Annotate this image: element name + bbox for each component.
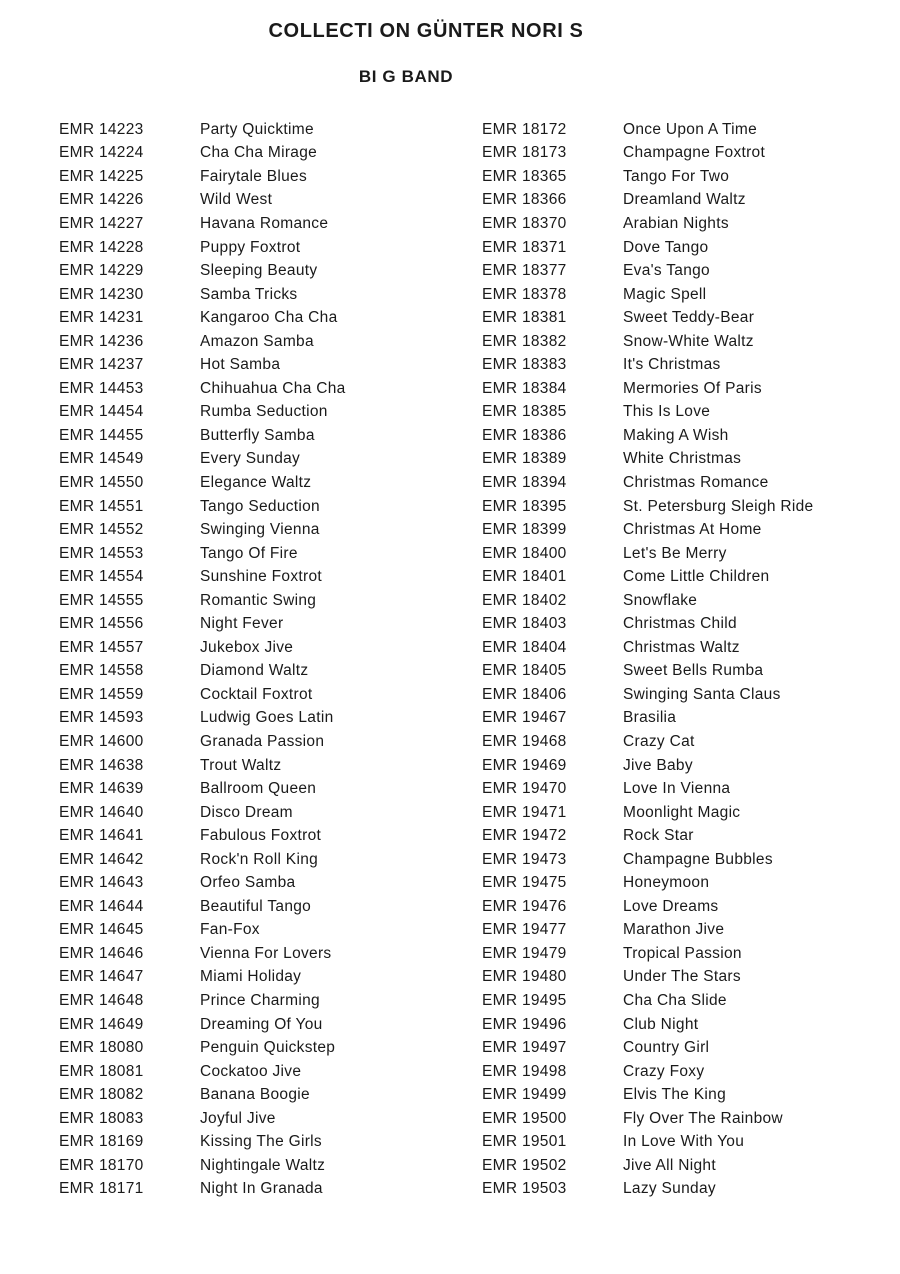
catalog-title: Chihuahua Cha Cha xyxy=(200,379,346,397)
catalog-code: EMR 14640 xyxy=(59,803,144,821)
catalog-code: EMR 14593 xyxy=(59,709,144,727)
catalog-title: It's Christmas xyxy=(623,356,721,374)
catalog-title: Crazy Foxy xyxy=(623,1062,705,1080)
catalog-row xyxy=(482,683,900,707)
catalog-code: EMR 14646 xyxy=(59,944,144,962)
catalog-title: Sunshine Foxtrot xyxy=(200,568,322,586)
catalog-title: Night Fever xyxy=(200,615,284,633)
catalog-title: Granada Passion xyxy=(200,732,325,750)
catalog-code: EMR 14558 xyxy=(59,662,144,680)
catalog-row xyxy=(482,495,900,519)
catalog-code: EMR 14229 xyxy=(59,262,144,280)
catalog-code: EMR 14231 xyxy=(59,309,144,327)
catalog-row xyxy=(482,801,900,825)
catalog-row xyxy=(59,1107,479,1131)
catalog-code: EMR 14552 xyxy=(59,521,144,539)
catalog-row xyxy=(482,283,900,307)
catalog-row xyxy=(59,966,479,990)
catalog-code: EMR 18383 xyxy=(482,356,567,374)
catalog-title: Once Upon A Time xyxy=(623,120,758,138)
catalog-title: Sweet Bells Rumba xyxy=(623,662,764,680)
catalog-title: Every Sunday xyxy=(200,450,301,468)
catalog-title: Orfeo Samba xyxy=(200,874,296,892)
catalog-code: EMR 14549 xyxy=(59,450,144,468)
catalog-code: EMR 14551 xyxy=(59,497,144,515)
catalog-row xyxy=(59,424,479,448)
catalog-row xyxy=(482,612,900,636)
catalog-title: Puppy Foxtrot xyxy=(200,238,301,256)
catalog-code: EMR 18169 xyxy=(59,1133,144,1151)
catalog-row xyxy=(482,165,900,189)
catalog-row xyxy=(482,848,900,872)
catalog-title: Club Night xyxy=(623,1015,699,1033)
catalog-title: Tropical Passion xyxy=(623,944,742,962)
catalog-code: EMR 18371 xyxy=(482,238,567,256)
catalog-code: EMR 14237 xyxy=(59,356,144,374)
catalog-title: Magic Spell xyxy=(623,285,707,303)
catalog-title: Penguin Quickstep xyxy=(200,1039,336,1057)
catalog-row xyxy=(482,212,900,236)
catalog-row xyxy=(482,448,900,472)
catalog-row xyxy=(482,1083,900,1107)
catalog-row xyxy=(59,259,479,283)
catalog-code: EMR 14557 xyxy=(59,638,144,656)
catalog-row xyxy=(482,1178,900,1202)
catalog-title: Under The Stars xyxy=(623,968,741,986)
catalog-code: EMR 18366 xyxy=(482,191,567,209)
catalog-code: EMR 14648 xyxy=(59,992,144,1009)
catalog-row xyxy=(482,1036,900,1060)
catalog-row xyxy=(482,754,900,778)
catalog-row xyxy=(482,259,900,283)
catalog-row xyxy=(59,236,479,260)
catalog-row xyxy=(59,212,479,236)
catalog-code: EMR 18082 xyxy=(59,1086,144,1104)
catalog-title: Wild West xyxy=(200,191,273,209)
catalog-row xyxy=(482,730,900,754)
catalog-title: Butterfly Samba xyxy=(200,426,315,444)
catalog-code: EMR 18389 xyxy=(482,450,567,468)
page-subtitle: BI G BAND xyxy=(358,67,454,86)
catalog-row xyxy=(482,1154,900,1178)
catalog-row xyxy=(59,730,479,754)
catalog-code: EMR 18399 xyxy=(482,521,567,539)
catalog-title: Fabulous Foxtrot xyxy=(200,827,322,845)
catalog-row xyxy=(482,919,900,943)
catalog-code: EMR 19497 xyxy=(482,1039,567,1057)
catalog-title: Moonlight Magic xyxy=(623,803,741,821)
catalog-row xyxy=(59,283,479,307)
catalog-row xyxy=(59,683,479,707)
catalog-code: EMR 14224 xyxy=(59,144,144,162)
catalog-code: EMR 14642 xyxy=(59,850,144,868)
catalog-row xyxy=(482,872,900,896)
catalog-row xyxy=(59,495,479,519)
catalog-title: Mermories Of Paris xyxy=(623,379,762,397)
catalog-row xyxy=(59,142,479,166)
catalog-row xyxy=(59,801,479,825)
catalog-code: EMR 14223 xyxy=(59,120,144,138)
catalog-row xyxy=(59,1154,479,1178)
catalog-code: EMR 18365 xyxy=(482,167,567,185)
catalog-title: Love In Vienna xyxy=(623,780,731,798)
catalog-row xyxy=(59,401,479,425)
catalog-row xyxy=(482,589,900,613)
catalog-title: Cocktail Foxtrot xyxy=(200,685,313,703)
catalog-title: Ludwig Goes Latin xyxy=(200,709,334,727)
catalog-title: Samba Tricks xyxy=(200,285,298,303)
catalog-row xyxy=(482,330,900,354)
catalog-code: EMR 18384 xyxy=(482,379,567,397)
catalog-code: EMR 18406 xyxy=(482,685,567,703)
catalog-row xyxy=(59,448,479,472)
catalog-row xyxy=(482,1107,900,1131)
catalog-code: EMR 18403 xyxy=(482,615,567,633)
catalog-code: EMR 18170 xyxy=(59,1156,144,1174)
catalog-code: EMR 14600 xyxy=(59,732,144,750)
catalog-row xyxy=(482,895,900,919)
catalog-title: Elegance Waltz xyxy=(200,473,312,491)
catalog-code: EMR 19471 xyxy=(482,803,567,821)
catalog-row xyxy=(482,542,900,566)
catalog-row xyxy=(59,1131,479,1155)
catalog-row xyxy=(482,189,900,213)
catalog-code: EMR 18404 xyxy=(482,638,567,656)
catalog-code: EMR 19470 xyxy=(482,780,567,798)
catalog-title: Havana Romance xyxy=(200,214,329,232)
catalog-row xyxy=(482,518,900,542)
catalog-row xyxy=(482,236,900,260)
catalog-title: Fairytale Blues xyxy=(200,167,308,185)
catalog-code: EMR 14227 xyxy=(59,214,144,232)
catalog-title: Eva's Tango xyxy=(623,262,710,280)
catalog-code: EMR 19501 xyxy=(482,1133,567,1151)
catalog-code: EMR 14556 xyxy=(59,615,144,633)
catalog-row xyxy=(482,353,900,377)
catalog-title: Champagne Foxtrot xyxy=(623,144,766,162)
catalog-code: EMR 18378 xyxy=(482,285,567,303)
catalog-title: Amazon Samba xyxy=(200,332,314,350)
catalog-row xyxy=(482,424,900,448)
catalog-title: Hot Samba xyxy=(200,356,281,374)
catalog-row xyxy=(59,1036,479,1060)
catalog-row xyxy=(59,471,479,495)
catalog-title: Tango For Two xyxy=(623,167,730,185)
catalog-row xyxy=(59,189,479,213)
catalog-title: Trout Waltz xyxy=(200,756,282,774)
catalog-code: EMR 19467 xyxy=(482,709,567,727)
catalog-title: Elvis The King xyxy=(623,1086,726,1104)
catalog-row xyxy=(59,377,479,401)
catalog-title: Rock'n Roll King xyxy=(200,850,319,868)
catalog-row xyxy=(59,824,479,848)
catalog-code: EMR 14649 xyxy=(59,1015,144,1033)
catalog-title: Kangaroo Cha Cha xyxy=(200,309,338,327)
catalog-code: EMR 18394 xyxy=(482,473,567,491)
catalog-row xyxy=(59,754,479,778)
catalog-code: EMR 14643 xyxy=(59,874,144,892)
catalog-row xyxy=(59,1060,479,1084)
catalog-row xyxy=(482,142,900,166)
catalog-row xyxy=(59,848,479,872)
catalog-title: Fly Over The Rainbow xyxy=(623,1109,783,1127)
catalog-code: EMR 19500 xyxy=(482,1109,567,1127)
catalog-code: EMR 18402 xyxy=(482,591,567,609)
catalog-code: EMR 14645 xyxy=(59,921,144,939)
catalog-row xyxy=(59,707,479,731)
catalog-row xyxy=(482,377,900,401)
catalog-code: EMR 18405 xyxy=(482,662,567,680)
catalog-column-left xyxy=(59,118,479,1201)
catalog-title: Honeymoon xyxy=(623,874,710,892)
catalog-row xyxy=(482,1131,900,1155)
catalog-title: Christmas Waltz xyxy=(623,638,740,656)
catalog-code: EMR 14228 xyxy=(59,238,144,256)
catalog-code: EMR 18172 xyxy=(482,120,567,138)
catalog-title: Cha Cha Slide xyxy=(623,992,727,1009)
catalog-code: EMR 18382 xyxy=(482,332,567,350)
catalog-title: Tango Seduction xyxy=(200,497,320,515)
catalog-row xyxy=(59,306,479,330)
catalog-row xyxy=(482,565,900,589)
catalog-title: Night In Granada xyxy=(200,1180,323,1198)
catalog-title: Diamond Waltz xyxy=(200,662,309,680)
catalog-row xyxy=(59,1178,479,1202)
catalog-row xyxy=(59,612,479,636)
catalog-row xyxy=(482,471,900,495)
catalog-row xyxy=(59,565,479,589)
catalog-title: Come Little Children xyxy=(623,568,770,586)
catalog-row xyxy=(59,895,479,919)
catalog-code: EMR 19503 xyxy=(482,1180,567,1198)
catalog-code: EMR 14647 xyxy=(59,968,144,986)
catalog-code: EMR 18081 xyxy=(59,1062,144,1080)
catalog-row xyxy=(59,118,479,142)
catalog-row xyxy=(59,919,479,943)
catalog-title: Love Dreams xyxy=(623,897,719,915)
catalog-row xyxy=(59,1083,479,1107)
catalog-title: Miami Holiday xyxy=(200,968,302,986)
catalog-title: Ballroom Queen xyxy=(200,780,317,798)
catalog-title: Let's Be Merry xyxy=(623,544,727,562)
catalog-title: Joyful Jive xyxy=(200,1109,276,1127)
catalog-title: Christmas Romance xyxy=(623,473,769,491)
catalog-title: Marathon Jive xyxy=(623,921,725,939)
catalog-title: Cha Cha Mirage xyxy=(200,144,318,162)
catalog-code: EMR 18173 xyxy=(482,144,567,162)
catalog-code: EMR 19473 xyxy=(482,850,567,868)
catalog-title: Jive Baby xyxy=(623,756,693,774)
catalog-title: Romantic Swing xyxy=(200,591,317,609)
catalog-code: EMR 18171 xyxy=(59,1180,144,1198)
catalog-title: Crazy Cat xyxy=(623,732,695,750)
catalog-title: Jukebox Jive xyxy=(200,638,294,656)
catalog-row xyxy=(59,165,479,189)
catalog-row xyxy=(482,942,900,966)
catalog-row xyxy=(482,966,900,990)
catalog-code: EMR 18083 xyxy=(59,1109,144,1127)
catalog-title: Lazy Sunday xyxy=(623,1180,716,1198)
catalog-row xyxy=(482,824,900,848)
catalog-row xyxy=(482,660,900,684)
catalog-code: EMR 14638 xyxy=(59,756,144,774)
catalog-title: Making A Wish xyxy=(623,426,729,444)
catalog-row xyxy=(59,989,479,1013)
catalog-title: Snowflake xyxy=(623,591,698,609)
catalog-code: EMR 14454 xyxy=(59,403,144,421)
catalog-title: Christmas Child xyxy=(623,615,737,633)
catalog-row xyxy=(482,306,900,330)
catalog-code: EMR 14555 xyxy=(59,591,144,609)
catalog-row xyxy=(59,660,479,684)
catalog-title: Sleeping Beauty xyxy=(200,262,318,280)
catalog-title: Prince Charming xyxy=(200,992,320,1009)
catalog-title: Fan-Fox xyxy=(200,921,260,939)
catalog-title: Beautiful Tango xyxy=(200,897,312,915)
catalog-code: EMR 19480 xyxy=(482,968,567,986)
catalog-code: EMR 14236 xyxy=(59,332,144,350)
catalog-title: White Christmas xyxy=(623,450,742,468)
catalog-row xyxy=(482,989,900,1013)
catalog-title: Snow-White Waltz xyxy=(623,332,754,350)
catalog-row xyxy=(482,1013,900,1037)
catalog-code: EMR 19496 xyxy=(482,1015,567,1033)
catalog-code: EMR 18377 xyxy=(482,262,567,280)
catalog-title: Dove Tango xyxy=(623,238,709,256)
catalog-title: Dreaming Of You xyxy=(200,1015,323,1033)
catalog-row xyxy=(59,518,479,542)
catalog-code: EMR 19477 xyxy=(482,921,567,939)
catalog-code: EMR 14550 xyxy=(59,473,144,491)
catalog-code: EMR 14453 xyxy=(59,379,144,397)
catalog-row xyxy=(59,1013,479,1037)
catalog-title: Sweet Teddy-Bear xyxy=(623,309,755,327)
catalog-title: Jive All Night xyxy=(623,1156,716,1174)
catalog-title: In Love With You xyxy=(623,1133,745,1151)
catalog-row xyxy=(59,589,479,613)
catalog-row xyxy=(59,636,479,660)
catalog-title: Nightingale Waltz xyxy=(200,1156,326,1174)
catalog-code: EMR 14553 xyxy=(59,544,144,562)
catalog-title: Party Quicktime xyxy=(200,120,314,138)
catalog-code: EMR 14230 xyxy=(59,285,144,303)
catalog-code: EMR 19479 xyxy=(482,944,567,962)
catalog-title: Vienna For Lovers xyxy=(200,944,332,962)
catalog-title: Banana Boogie xyxy=(200,1086,310,1104)
catalog-code: EMR 18386 xyxy=(482,426,567,444)
catalog-title: This Is Love xyxy=(623,403,711,421)
catalog-code: EMR 14554 xyxy=(59,568,144,586)
catalog-code: EMR 19475 xyxy=(482,874,567,892)
catalog-title: Champagne Bubbles xyxy=(623,850,773,868)
catalog-row xyxy=(482,1060,900,1084)
catalog-code: EMR 14559 xyxy=(59,685,144,703)
catalog-row xyxy=(59,542,479,566)
catalog-code: EMR 14639 xyxy=(59,780,144,798)
catalog-code: EMR 18400 xyxy=(482,544,567,562)
catalog-code: EMR 14644 xyxy=(59,897,144,915)
catalog-row xyxy=(59,330,479,354)
catalog-code: EMR 19499 xyxy=(482,1086,567,1104)
catalog-code: EMR 14225 xyxy=(59,167,144,185)
catalog-code: EMR 14226 xyxy=(59,191,144,209)
catalog-code: EMR 18080 xyxy=(59,1039,144,1057)
catalog-code: EMR 19469 xyxy=(482,756,567,774)
catalog-code: EMR 19495 xyxy=(482,992,567,1009)
catalog-code: EMR 19468 xyxy=(482,732,567,750)
catalog-title: Country Girl xyxy=(623,1039,710,1057)
catalog-code: EMR 18395 xyxy=(482,497,567,515)
catalog-title: St. Petersburg Sleigh Ride xyxy=(623,497,814,515)
catalog-code: EMR 19472 xyxy=(482,827,567,845)
catalog-row xyxy=(482,401,900,425)
catalog-title: Rumba Seduction xyxy=(200,403,328,421)
catalog-title: Rock Star xyxy=(623,827,694,845)
catalog-title: Dreamland Waltz xyxy=(623,191,746,209)
catalog-title: Christmas At Home xyxy=(623,521,762,539)
catalog-title: Brasilia xyxy=(623,709,677,727)
catalog-code: EMR 19476 xyxy=(482,897,567,915)
catalog-title: Disco Dream xyxy=(200,803,293,821)
catalog-code: EMR 18370 xyxy=(482,214,567,232)
catalog-row xyxy=(59,777,479,801)
catalog-row xyxy=(59,353,479,377)
catalog-code: EMR 18381 xyxy=(482,309,567,327)
catalog-code: EMR 14455 xyxy=(59,426,144,444)
catalog-title: Swinging Vienna xyxy=(200,521,320,539)
catalog-row xyxy=(482,777,900,801)
catalog-code: EMR 19498 xyxy=(482,1062,567,1080)
catalog-row xyxy=(482,636,900,660)
catalog-title: Cockatoo Jive xyxy=(200,1062,302,1080)
catalog-column-right xyxy=(482,118,900,1201)
catalog-code: EMR 19502 xyxy=(482,1156,567,1174)
catalog-code: EMR 14641 xyxy=(59,827,144,845)
catalog-code: EMR 18385 xyxy=(482,403,567,421)
catalog-title: Swinging Santa Claus xyxy=(623,685,781,703)
catalog-row xyxy=(482,707,900,731)
catalog-code: EMR 18401 xyxy=(482,568,567,586)
catalog-row xyxy=(482,118,900,142)
catalog-title: Arabian Nights xyxy=(623,214,729,232)
catalog-row xyxy=(59,872,479,896)
catalog-row xyxy=(59,942,479,966)
page-title: COLLECTI ON GÜNTER NORI S xyxy=(268,20,584,42)
catalog-title: Kissing The Girls xyxy=(200,1133,322,1151)
catalog-title: Tango Of Fire xyxy=(200,544,298,562)
